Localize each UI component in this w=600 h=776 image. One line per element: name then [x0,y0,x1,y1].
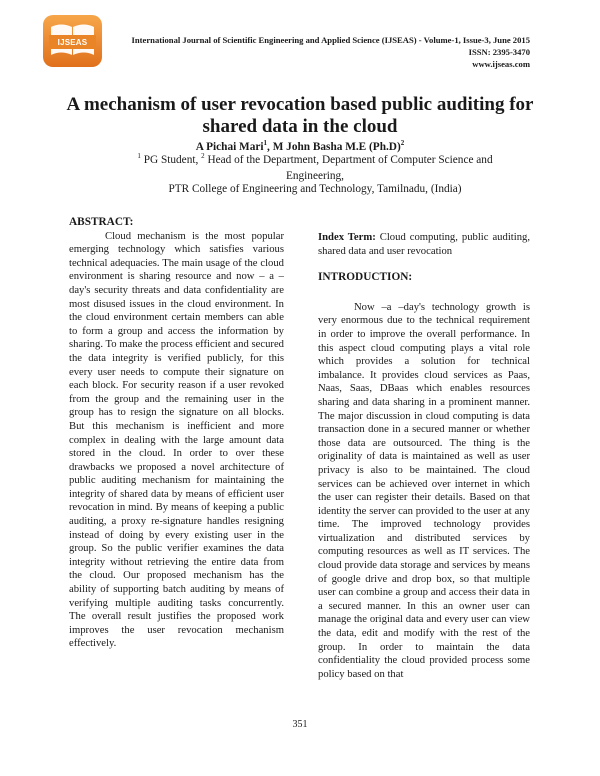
abstract-heading: ABSTRACT: [69,216,134,228]
abstract-body: Cloud mechanism is the most popular emerging technology which satisfies various technical adequacies. The main usage of the cloud environment is sharing resource and now – a –day's security threats and data confidentiality are most disused issues in the cloud environment. In the cloud environment certain members can able to form a group and access the information by sharing. To make the process efficient and secured the data integrity is verified publicly, for this every user needs to compute their signature on each block. For security reason if a user revoked from the group and the remaining user in the group has to resign the signature on all blocks. But this mechanism is inefficient and more complex in dealing with the large amount data stored in the cloud. In order to over these drawbacks we proposed a novel architecture of public auditing mechanism for maintaining the integrity of shared data by means of efficient user revocation in mind. By means of keeping a public auditing, a proxy re-signature handles resigning instead of doing by every existing user in the group. So the public verifier examines the data integrity without retrieving the entire data from the cloud. Our proposed mechanism has the ability of supporting batch auditing by means of verifying multiple auditing tasks concurrently. The overall result justifies the proposed work improves the user revocation mechanism effectively. [69,230,284,650]
introduction-body: Now –a –day's technology growth is very enormous due to the technical requirement in order to improve the overall performance. In this aspect cloud computing plays a vital role which provides a solution for technical imbalance. It provides cloud services as Paas, Naas, Saas, DBaas which enables resources sharing and data sharing in a prominent manner. The major discussion in cloud computing is data transaction done in a secured manner or whether those data are outsourced. The thing is the originality of data is maintained as well as user privacy is also to be maintained. The cloud services can be achieved over internet in which the user can register their details. Based on that identity the server can provided to the user at any time. The improved technology provides virtualization and distributed services by computing resources as well as IT services. The cloud provide data storage and services by means of google drive and drop box, so that multiple user can combine a group and access their data in a secured manner. In this an owner user can manage the original data and every user can view the data, edit and modify with the rest of the group. In order to maintain the data confidentiality the cloud provided process some policy based on that [318,301,530,680]
logo-text: IJSEAS [57,38,88,47]
paper-title: A mechanism of user revocation based public auditing for shared data in the cloud [66,94,534,137]
affiliation [110,153,520,184]
issn: ISSN: 2395-3470 [468,47,530,57]
journal-logo [41,13,104,69]
right-column [318,231,530,681]
author-1-sup: 1 [263,139,268,148]
index-terms-label: Index Term: [318,232,376,243]
affil-role-1: PG Student, [140,154,202,166]
affil-sup-1: 1 [137,152,141,161]
index-terms [318,231,530,258]
affil-role-2: Head of the Department, Department of Computer Science and Engineering, [204,154,493,182]
journal-website: www.ijseas.com [472,59,530,69]
affil-sup-2: 2 [201,152,205,161]
journal-line: International Journal of Scientific Engineering and Applied Science (IJSEAS) - Volume-1, Issue-3, June 2015 [131,35,530,45]
author-1: A Pichai Mari [195,141,264,153]
author-separator: , [267,141,273,153]
left-column [69,216,284,651]
index-terms-text: Cloud computing, public auditing, shared data and user revocation [318,232,530,257]
page-number: 351 [292,719,308,730]
author-line [60,141,540,153]
author-2: M John Basha M.E (Ph.D) [272,141,401,153]
affiliation-college: PTR College of Engineering and Technology, Tamilnadu, (India) [168,183,462,195]
author-2-sup: 2 [400,139,405,148]
journal-info [118,34,530,70]
introduction-heading: INTRODUCTION: [318,271,413,284]
